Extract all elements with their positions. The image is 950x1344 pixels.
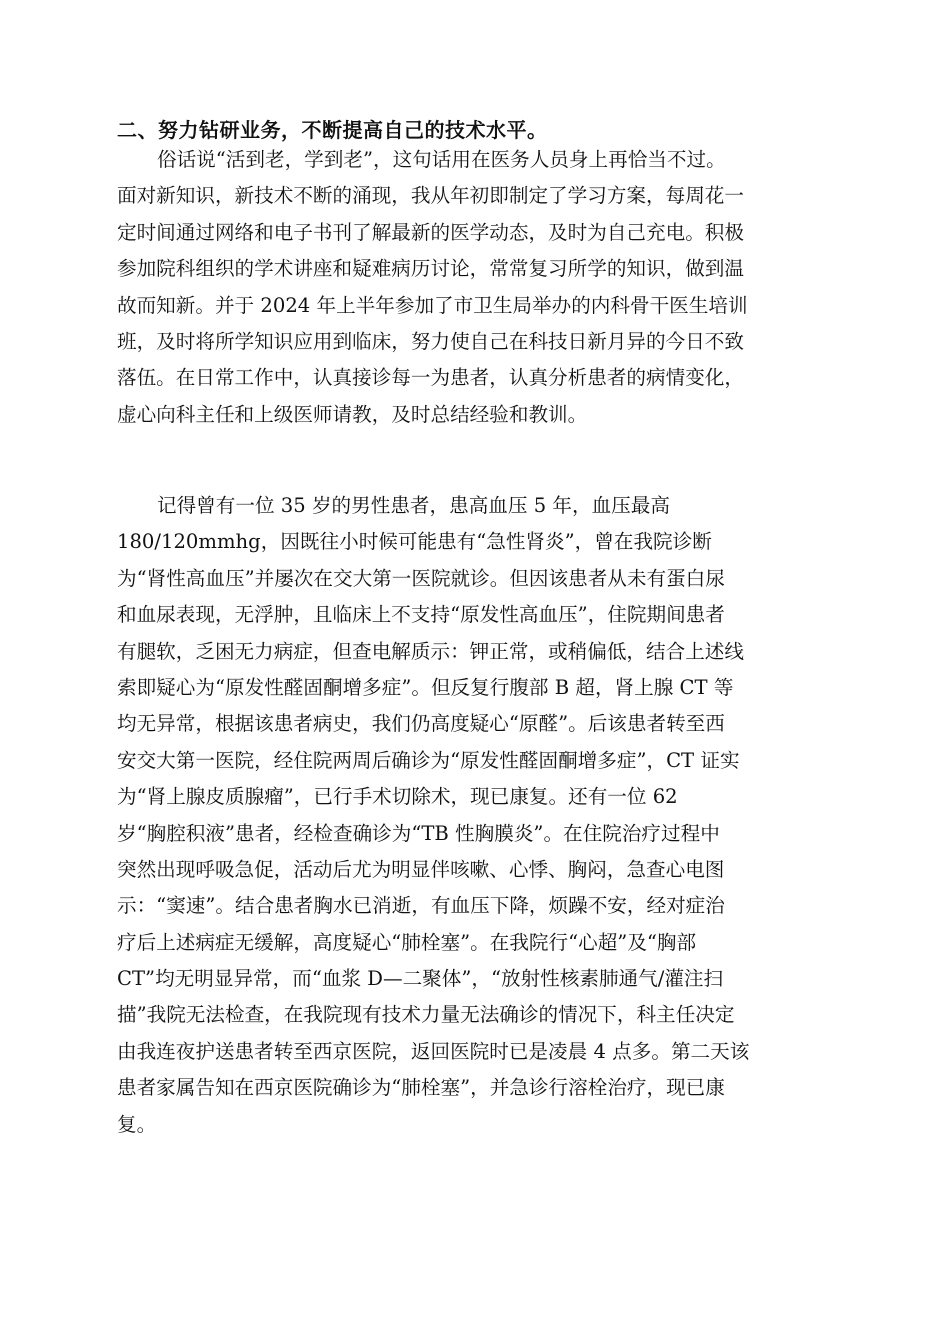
paragraph-line: 故而知新。并于 2024 年上半年参加了市卫生局举办的内科骨干医生培训 bbox=[117, 293, 748, 317]
paragraph-cases bbox=[117, 488, 837, 1143]
paragraph-line: 俗话说“活到老，学到老”，这句话用在医务人员身上再恰当不过。 bbox=[157, 148, 726, 171]
paragraph-line: 定时间通过网络和电子书刊了解最新的医学动态，及时为自己充电。积极 bbox=[117, 220, 744, 244]
paragraph-line: 描”我院无法检查，在我院现有技术力量无法确诊的情况下，科主任决定 bbox=[117, 1003, 735, 1027]
paragraph-line: 示：“窦速”。结合患者胸水已消逝，有血压下降，烦躁不安，经对症治 bbox=[117, 894, 725, 918]
paragraph-line: 均无异常，根据该患者病史，我们仍高度疑心“原醛”。后该患者转至西 bbox=[117, 712, 725, 736]
paragraph-line: 虚心向科主任和上级医师请教，及时总结经验和教训。 bbox=[117, 402, 588, 426]
paragraph-line: 落伍。在日常工作中，认真接诊每一为患者，认真分析患者的病情变化， bbox=[117, 366, 744, 390]
paragraph-line: 安交大第一医院，经住院两周后确诊为“原发性醛固酮增多症”，CT 证实 bbox=[117, 748, 740, 772]
paragraph-line: 有腿软，乏困无力病症，但查电解质示：钾正常，或稍偏低，结合上述线 bbox=[117, 639, 744, 663]
paragraph-line: 180/120mmhg，因既往小时候可能患有“急性肾炎”，曾在我院诊断 bbox=[117, 530, 712, 554]
paragraph-line: CT”均无明显异常，而“血浆 D—二聚体”，“放射性核素肺通气/灌注扫 bbox=[117, 967, 724, 991]
section-heading: 二、努力钻研业务，不断提高自己的技术水平。 bbox=[117, 118, 548, 142]
paragraph-line: 岁“胸腔积液”患者，经检查确诊为“TB 性胸膜炎”。在住院治疗过程中 bbox=[117, 821, 720, 845]
paragraph-study bbox=[117, 142, 837, 433]
paragraph-line: 面对新知识，新技术不断的涌现，我从年初即制定了学习方案，每周花一 bbox=[117, 184, 744, 208]
paragraph-line: 由我连夜护送患者转至西京医院，返回医院时已是凌晨 4 点多。第二天该 bbox=[117, 1039, 750, 1063]
paragraph-line: 为“肾性高血压”并屡次在交大第一医院就诊。但因该患者从未有蛋白尿 bbox=[117, 566, 725, 590]
paragraph-line: 索即疑心为“原发性醛固酮增多症”。但反复行腹部 B 超，肾上腺 CT 等 bbox=[117, 675, 734, 699]
paragraph-line: 参加院科组织的学术讲座和疑难病历讨论，常常复习所学的知识，做到温 bbox=[117, 257, 744, 281]
paragraph-line: 班，及时将所学知识应用到临床，努力使自己在科技日新月异的今日不致 bbox=[117, 329, 744, 353]
paragraph-line: 记得曾有一位 35 岁的男性患者，患高血压 5 年，血压最高 bbox=[157, 494, 670, 517]
paragraph-line: 患者家属告知在西京医院确诊为“肺栓塞”，并急诊行溶栓治疗，现已康 bbox=[117, 1076, 725, 1100]
paragraph-line: 和血尿表现，无浮肿，且临床上不支持“原发性高血压”，住院期间患者 bbox=[117, 603, 725, 627]
paragraph-line: 为“肾上腺皮质腺瘤”，已行手术切除术，现已康复。还有一位 62 bbox=[117, 785, 678, 809]
paragraph-line: 复。 bbox=[117, 1112, 157, 1136]
paragraph-line: 突然出现呼吸急促，活动后尤为明显伴咳嗽、心悸、胸闷，急查心电图 bbox=[117, 857, 725, 881]
paragraph-line: 疗后上述病症无缓解，高度疑心“肺栓塞”。在我院行“心超”及“胸部 bbox=[117, 930, 697, 954]
